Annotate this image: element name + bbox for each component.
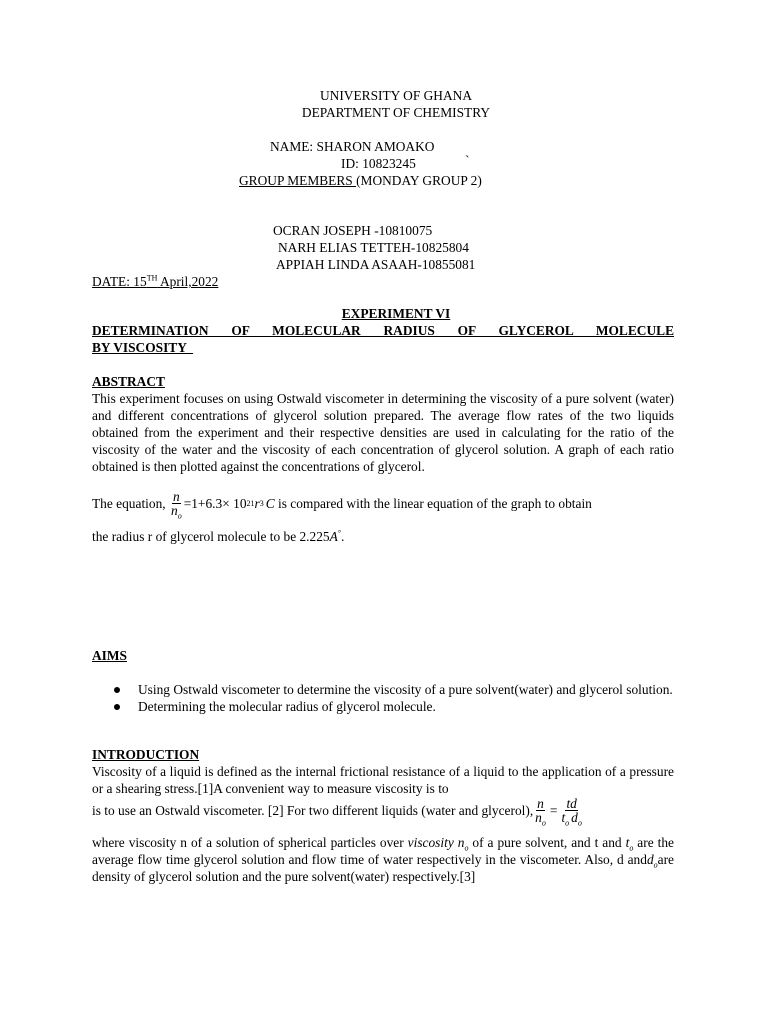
student-name: NAME: SHARON AMOAKO xyxy=(270,139,435,154)
abstract-radius-line: the radius r of glycerol molecule to be 2.225A°. xyxy=(92,528,345,544)
introduction-para-2: where viscosity n of a solution of spherical particles over viscosity $n_o$ of a pure solvent, and t and $t_o$ are the average flow time glycerol solution and flow time of water respectively in the viscometer. Also, d andd$_o$are density of glycerol solution and the pure solvent(water) respectively.[3] xyxy=(92,835,674,884)
introduction-para-1: Viscosity of a liquid is defined as the internal frictional resistance of a liquid to the application of a pressure or a shearing stress.[1]A convenient way to measure viscosity is to xyxy=(92,764,674,796)
abstract-body: This experiment focuses on using Ostwald viscometer in determining the viscosity of a pure solvent (water) and different concentrations of glycerol solution prepared. The average flow rates of the two liquids obtained from the experiment and their respective densities are used in calculating for the ratio of the viscosity of the water and the viscosity of each concentration of glycerol solution. A graph of each ratio obtained is then plotted against the concentrations of glycerol. xyxy=(92,391,674,474)
member-3: APPIAH LINDA ASAAH-10855081 xyxy=(276,257,476,272)
member-2: NARH ELIAS TETTEH-10825804 xyxy=(278,240,469,255)
experiment-number: EXPERIMENT VI xyxy=(341,306,451,321)
bullet-icon xyxy=(114,704,120,710)
bullet-icon xyxy=(114,687,120,693)
member-1: OCRAN JOSEPH -10810075 xyxy=(273,223,433,238)
experiment-title-line1: DETERMINATION OF MOLECULAR RADIUS OF GLYCEROL MOLECULE xyxy=(92,323,674,338)
aims-list xyxy=(92,681,674,715)
introduction-ratio-line: is to use an Ostwald viscometer. [2] For two different liquids (water and glycerol), $\frac{n}{n_o}$ = $\frac{td}{t_o d_o}$ xyxy=(92,796,582,828)
stray-tick: ` xyxy=(465,153,470,168)
abstract-equation-line: The equation, $\frac{n}{n_o}$ =1+6.3× 10 21 r 3 C is compared with the linear equation of the graph to obtain xyxy=(92,489,592,521)
group-members-line xyxy=(239,172,482,189)
experiment-title-line2: BY VISCOSITY xyxy=(92,340,194,355)
aims-list-item: Determining the molecular radius of glycerol molecule. xyxy=(92,698,674,715)
aims-list-item: Using Ostwald viscometer to determine the viscosity of a pure solvent(water) and glycerol solution. xyxy=(92,681,674,698)
viscosity-ratio-fraction: $\frac{n}{n_o}$ xyxy=(535,796,546,828)
abstract-heading: ABSTRACT xyxy=(92,374,165,389)
university-name: UNIVERSITY OF GHANA xyxy=(319,88,472,103)
introduction-heading: INTRODUCTION xyxy=(92,747,200,762)
group-members-label: GROUP MEMBERS xyxy=(239,173,357,188)
aims-heading: AIMS xyxy=(92,648,127,663)
viscosity-ratio-fraction: $\frac{n}{n_o}$ xyxy=(170,489,182,521)
student-id: ID: 10823245 xyxy=(341,156,416,171)
report-date: DATE: 15TH April,2022 xyxy=(92,273,219,289)
time-density-fraction: $\frac{td}{t_o d_o}$ xyxy=(561,796,582,828)
department-name: DEPARTMENT OF CHEMISTRY xyxy=(301,105,491,120)
group-members-group: (MONDAY GROUP 2) xyxy=(356,173,482,188)
